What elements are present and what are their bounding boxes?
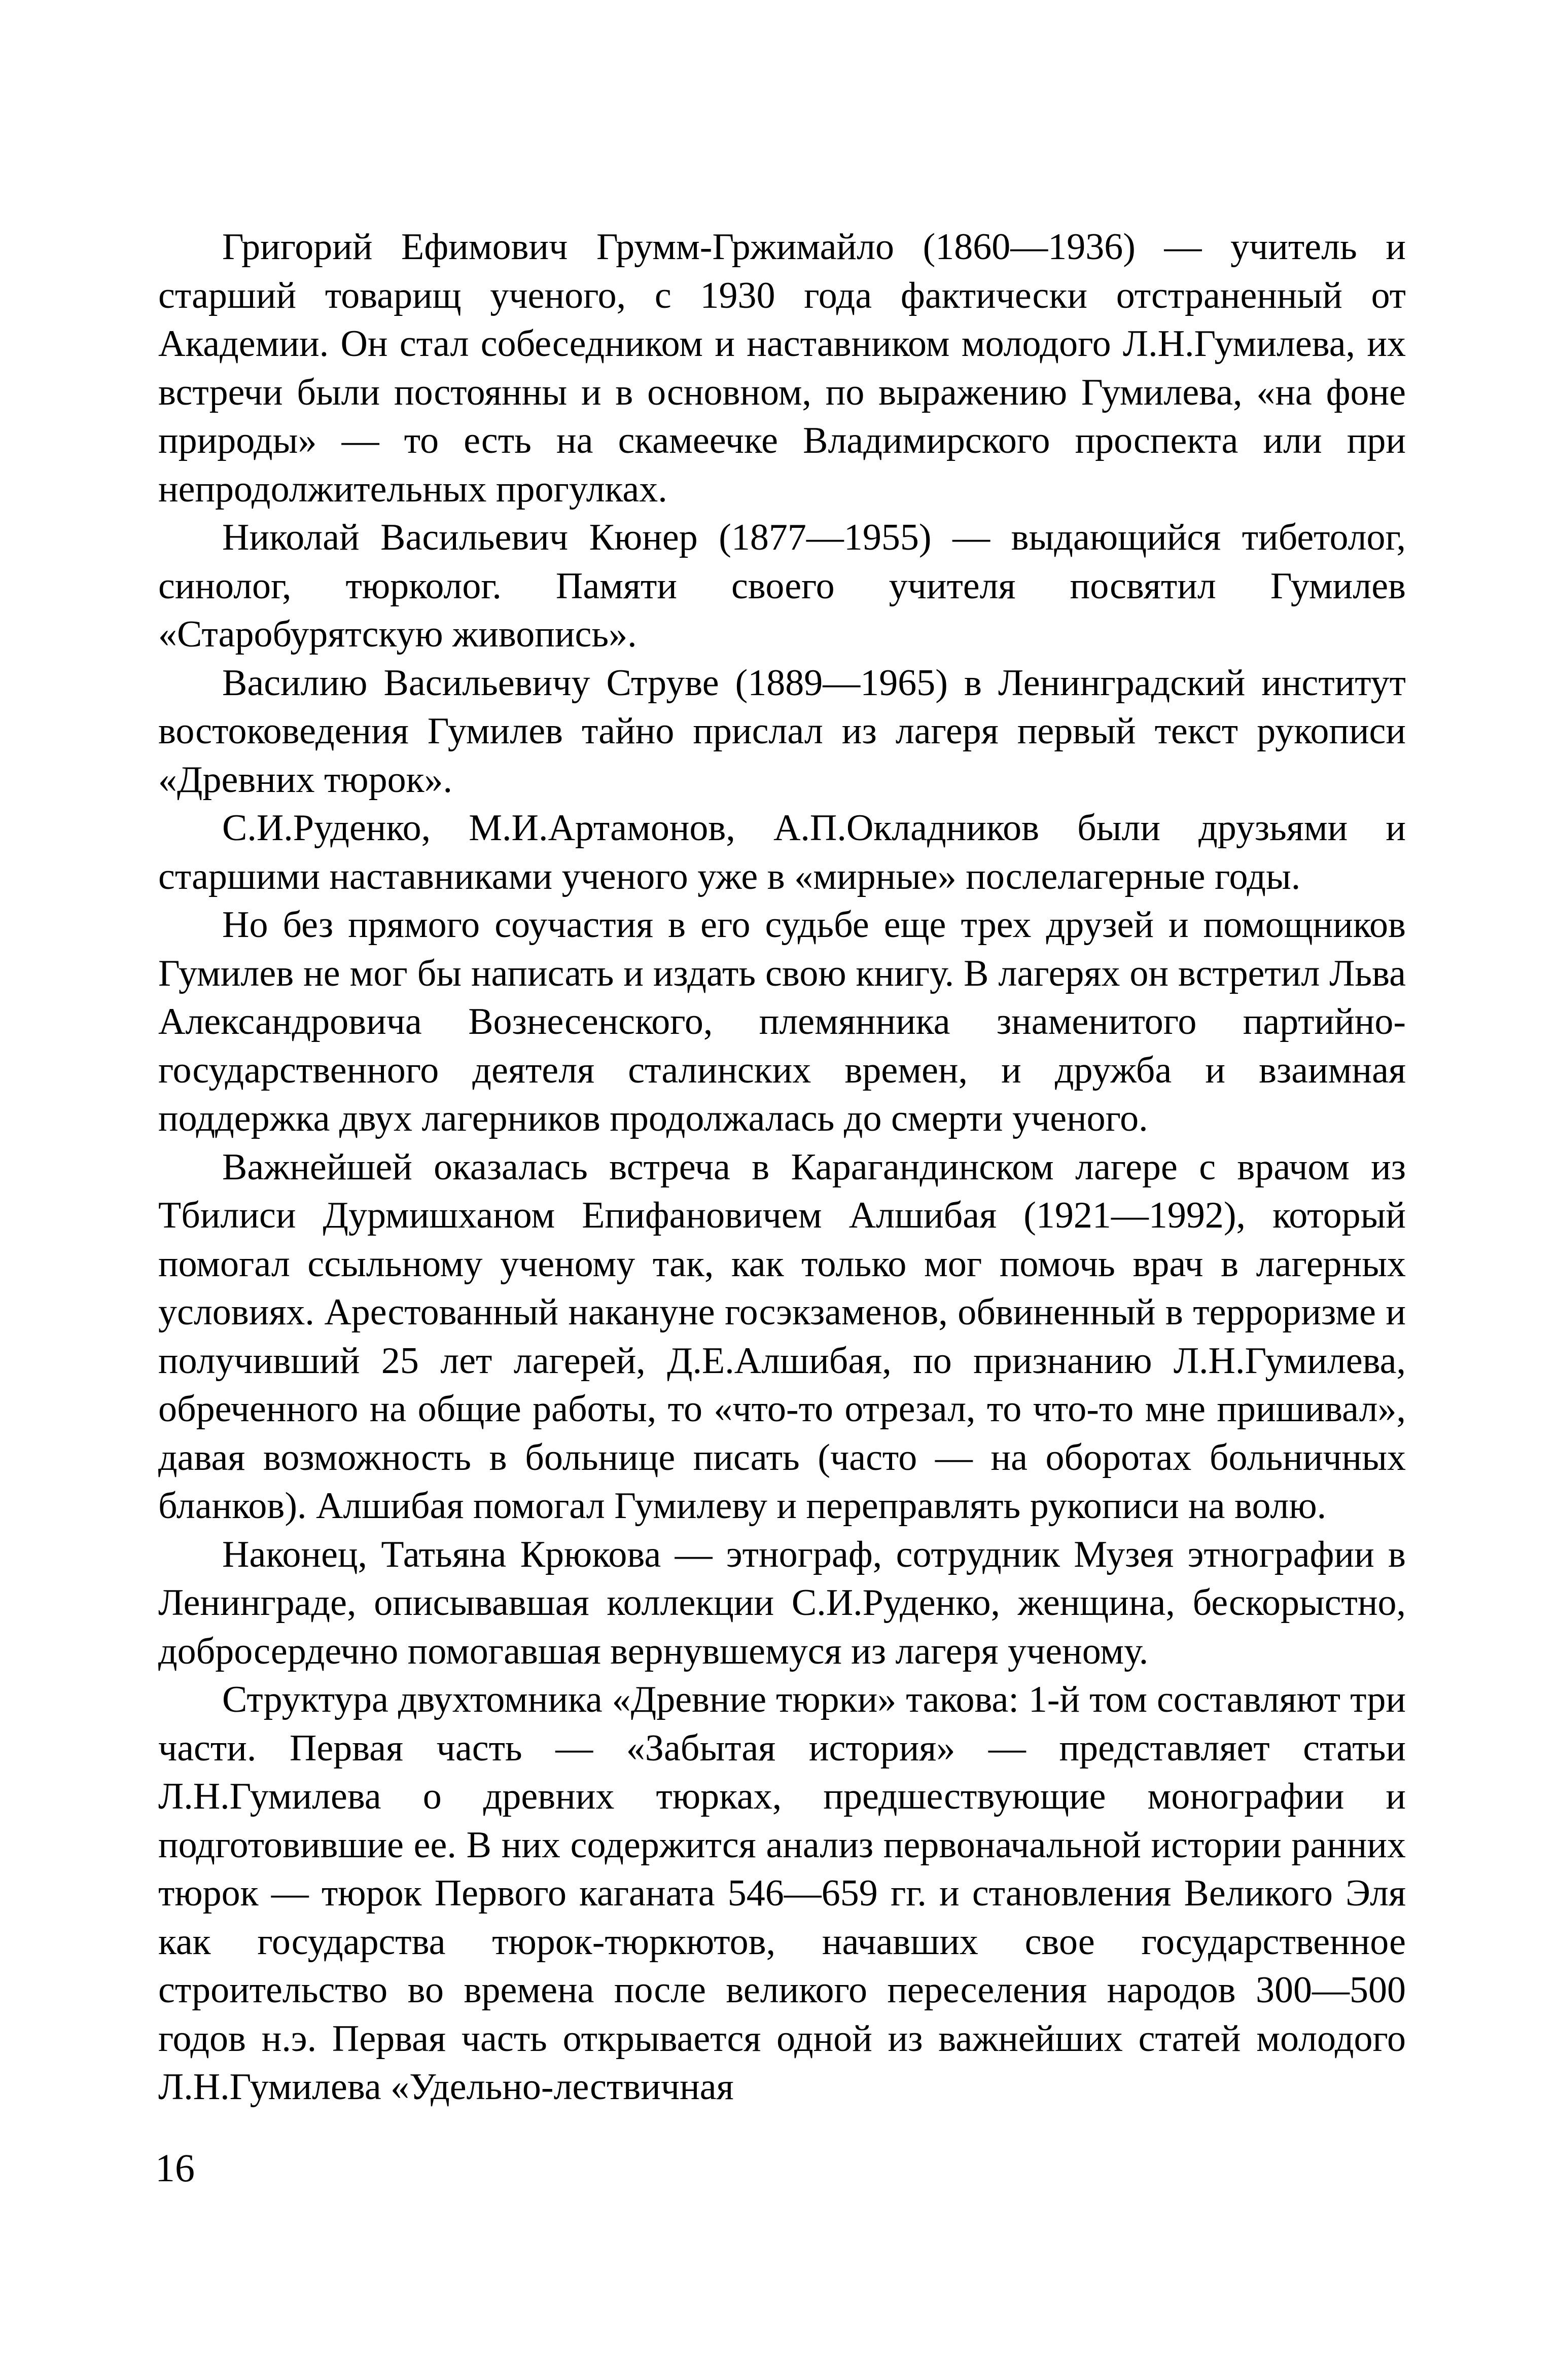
paragraph-kryukova: Наконец, Татьяна Крюкова — этнограф, сотрудник Музея этнографии в Ленинграде, описывавшая коллекции С.И.Руденко, женщина, бескорыстно, добросердечно помогавшая вернувшемуся из лагеря ученому.: [158, 1533, 1406, 1672]
paragraph-voznesensky: Но без прямого соучастия в его судьбе еще трех друзей и помощников Гумилев не мог бы написать и издать свою книгу. В лагерях он встретил Льва Александровича Вознесенского, племянника знаменитого партийно-государственного деятеля сталинских времен, и дружба и взаимная поддержка двух лагерников продолжалась до смерти ученого.: [158, 904, 1406, 1139]
body-text: [158, 223, 1406, 2112]
paragraph-kyuner: Николай Васильевич Кюнер (1877—1955) — выдающийся тибетолог, синолог, тюрколог. Памяти своего учителя посвятил Гумилев «Старобурятскую живопись».: [158, 517, 1406, 655]
paragraph-alshibaya: Важнейшей оказалась встреча в Карагандинском лагере с врачом из Тбилиси Дурмишханом Епифановичем Алшибая (1921—1992), который помогал ссыльному ученому так, как только мог помочь врач в лагерных условиях. Арестованный накануне госэкзаменов, обвиненный в терроризме и получивший 25 лет лагерей, Д.Е.Алшибая, по признанию Л.Н.Гумилева, обреченного на общие работы, то «что-то отрезал, то что-то мне пришивал», давая возможность в больнице писать (часто — на оборотах больничных бланков). Алшибая помогал Гумилеву и переправлять рукописи на волю.: [158, 1146, 1406, 1527]
paragraph-grumm-grzhimaylo: Григорий Ефимович Грумм-Гржимайло (1860—1936) — учитель и старший товарищ ученого, с 1930 года фактически отстраненный от Академии. Он стал собеседником и наставником молодого Л.Н.Гумилева, их встречи были постоянны и в основном, по выражению Гумилева, «на фоне природы» — то есть на скамеечке Владимирского проспекта или при непродолжительных прогулках.: [158, 226, 1406, 510]
paragraph-struve: Василию Васильевичу Струве (1889—1965) в Ленинградский институт востоковедения Гумилев тайно прислал из лагеря первый текст рукописи «Древних тюрок».: [158, 662, 1406, 801]
page-number: 16: [155, 2146, 195, 2190]
paragraph-structure: Структура двухтомника «Древние тюрки» такова: 1-й том составляют три части. Первая часть — «Забытая история» — представляет статьи Л.Н.Гумилева о древних тюрках, предшествующие монографии и подготовившие ее. В них содержится анализ первоначальной истории ранних тюрок — тюрок Первого каганата 546—659 гг. и становления Великого Эля как государства тюрок-тюркютов, начавших свое государственное строительство во времена после великого переселения народов 300—500 годов н.э. Первая часть открывается одной из важнейших статей молодого Л.Н.Гумилева «Удельно-лествичная: [158, 1679, 1406, 2108]
paragraph-rudenko-artamonov-okladnikov: С.И.Руденко, М.И.Артамонов, А.П.Окладников были друзьями и старшими наставниками ученого уже в «мирные» послелагерные годы.: [158, 807, 1406, 897]
